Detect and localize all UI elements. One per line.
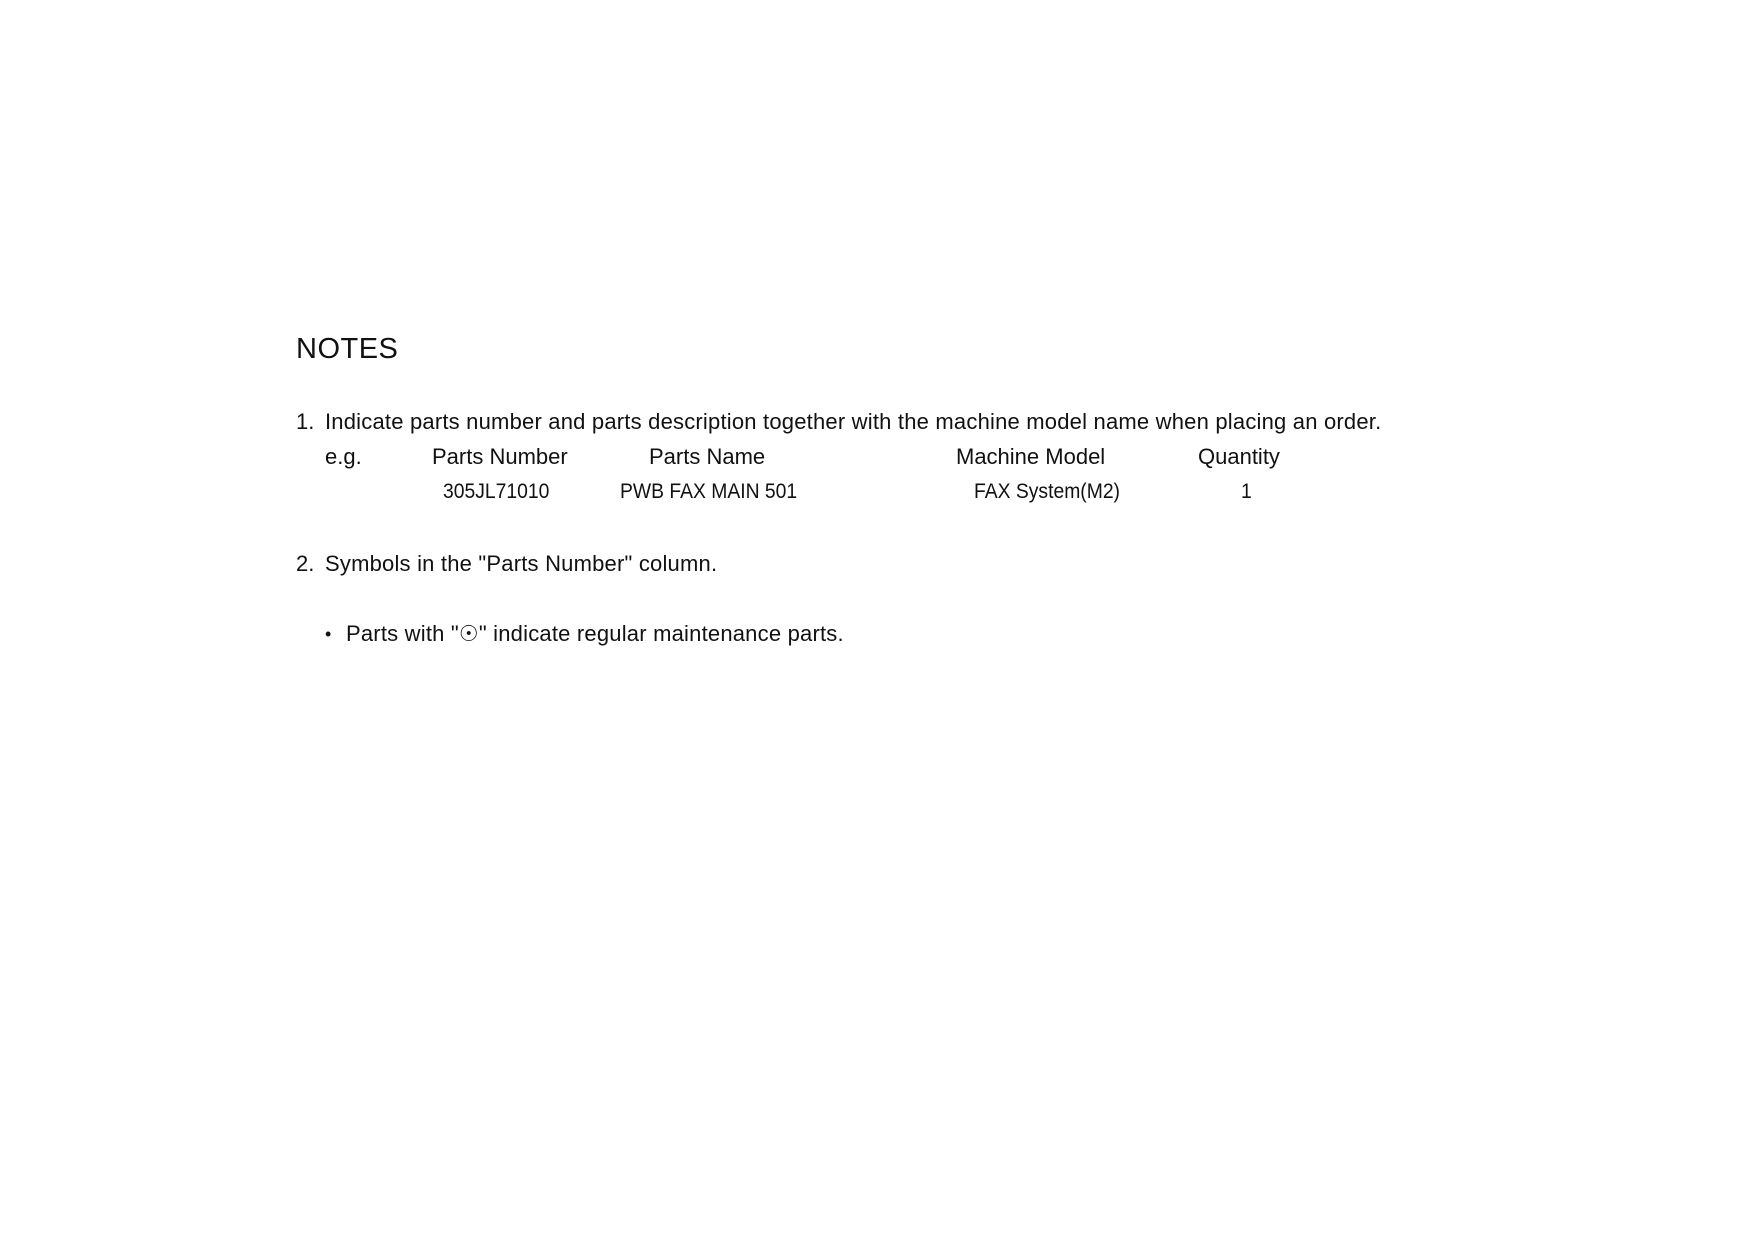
example-quantity: 1 <box>1241 480 1252 503</box>
page-title: NOTES <box>296 333 399 365</box>
header-machine-model: Machine Model <box>956 444 1106 469</box>
note-2-number: 2. <box>296 551 315 576</box>
bullet-marker: • <box>325 624 332 644</box>
header-quantity: Quantity <box>1198 444 1280 469</box>
example-machine-model: FAX System(M2) <box>974 480 1121 503</box>
note-1-number: 1. <box>296 409 315 434</box>
note-2-text: Symbols in the "Parts Number" column. <box>325 551 718 576</box>
bullet-maintenance-parts: Parts with "☉" indicate regular maintenance parts. <box>346 621 844 646</box>
example-label: e.g. <box>325 444 362 469</box>
header-parts-number: Parts Number <box>432 444 568 469</box>
example-parts-name: PWB FAX MAIN 501 <box>620 480 798 503</box>
note-1-text: Indicate parts number and parts description together with the machine model name when placing an order. <box>325 409 1382 434</box>
header-parts-name: Parts Name <box>649 444 766 469</box>
example-parts-number: 305JL71010 <box>443 480 550 503</box>
